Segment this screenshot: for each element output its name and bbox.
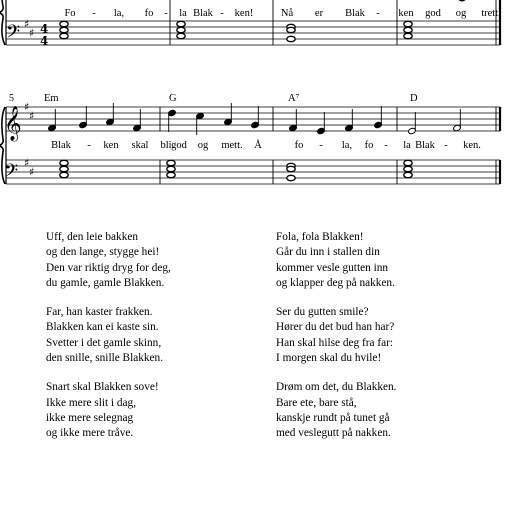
lyric-syllable: ken xyxy=(103,140,119,151)
lyric-syllable: Blak xyxy=(193,8,213,19)
chord-note xyxy=(60,172,68,177)
lyric-syllable: - xyxy=(92,8,96,19)
bass-clef: 𝄢 xyxy=(4,161,19,186)
verse-line: Uff, den leie bakken xyxy=(46,231,139,243)
sharp-sign: ♯ xyxy=(24,17,30,31)
chord-note xyxy=(60,33,68,38)
verses-right-column xyxy=(276,230,396,456)
chord-note xyxy=(177,21,185,26)
sharp-sign: ♯ xyxy=(29,26,35,40)
measure-number: 5 xyxy=(9,93,14,104)
chord-note xyxy=(287,166,295,171)
chord-note xyxy=(177,33,185,38)
lyric-syllable: mett. xyxy=(221,140,243,151)
chord-note xyxy=(404,21,412,26)
chord-note xyxy=(404,166,412,171)
lyric-syllable: ken. xyxy=(463,140,481,151)
sharp-sign: ♯ xyxy=(24,156,30,170)
chord-note xyxy=(404,160,412,165)
verse-line: kanskje rundt på tunet gå xyxy=(276,411,390,424)
verse-line: og ikke mere tråve. xyxy=(46,427,134,440)
sharp-sign: ♯ xyxy=(29,165,35,179)
stanza xyxy=(276,305,396,366)
verse-line: ikke mere selegnag xyxy=(46,411,134,424)
verse-line: Den var riktig dryg for deg, xyxy=(46,261,171,274)
chord-note xyxy=(404,33,412,38)
verse-line: Han skal hilse deg fra far: xyxy=(276,336,394,349)
verse-line: og klapper deg på nakken. xyxy=(276,276,395,289)
chord-note xyxy=(167,166,175,171)
time-signature: 4 xyxy=(40,34,49,48)
verse-line: du gamle, gamle Blakken. xyxy=(46,276,165,289)
verse-line: Bare ete, bare stå, xyxy=(276,396,357,409)
verse-line: Fola, fola Blakken! xyxy=(276,231,364,243)
verse-line: og den lange, stygge hei! xyxy=(46,246,160,259)
lyric-syllable: - xyxy=(319,140,323,151)
verse-line: Drøm om det, du Blakken. xyxy=(276,381,397,394)
lyric-syllable: Å xyxy=(254,140,262,151)
lyric-syllable: god xyxy=(171,140,187,151)
lyric-syllable: la xyxy=(403,140,411,151)
verse-line: Ikke mere slit i dag, xyxy=(46,396,137,409)
lyric-syllable: - xyxy=(384,140,388,151)
chord-note xyxy=(287,36,295,41)
stanza xyxy=(46,380,171,441)
lyric-syllable: bli xyxy=(160,140,172,151)
lyric-syllable: ken xyxy=(398,8,414,19)
verse-line: kommer vesle gutten inn xyxy=(276,261,389,274)
verse-line: den snille, snille Blakken. xyxy=(46,352,164,365)
verses-left-column xyxy=(46,230,171,456)
staff-brace xyxy=(0,0,5,45)
lyric-syllable: ken! xyxy=(234,8,254,19)
stanza xyxy=(276,380,396,441)
chord-note xyxy=(60,21,68,26)
chord-note xyxy=(60,166,68,171)
lyric-syllable: - xyxy=(87,140,91,151)
lyric-syllable: Nå xyxy=(280,8,294,19)
chord-symbol: G xyxy=(169,93,177,104)
chord-symbol: A⁷ xyxy=(288,93,300,104)
lyric-syllable: - xyxy=(444,140,448,151)
chord-symbols xyxy=(44,93,418,104)
chord-note xyxy=(177,27,185,32)
lyric-syllable: god xyxy=(425,8,441,19)
lyrics-line-2 xyxy=(51,139,481,151)
time-signature: 4 xyxy=(40,22,49,36)
lyric-syllable: Fo xyxy=(64,8,76,19)
chord-note xyxy=(287,175,295,180)
lyric-syllable: og xyxy=(197,140,209,151)
verse-line: Svetter i det gamle skinn, xyxy=(46,336,162,349)
verse-line: I morgen skal du hvile! xyxy=(276,352,382,365)
lyric-syllable: - xyxy=(220,8,224,19)
lyric-syllable: fo xyxy=(294,140,304,151)
verse-line: med veslegutt på nakken. xyxy=(276,427,391,440)
note-head xyxy=(458,0,466,1)
lyric-syllable: Blak xyxy=(51,140,71,151)
verse-line: Blakken kan ei kaste sin. xyxy=(46,321,159,334)
treble-clef: 𝄞 xyxy=(4,106,22,141)
verse-line: Går du inn i stallen din xyxy=(276,246,380,259)
verse-line: Far, han kaster frakken. xyxy=(46,306,153,319)
bass-clef: 𝄢 xyxy=(6,22,21,47)
stanza xyxy=(276,230,396,291)
lyric-syllable: fo xyxy=(364,140,374,151)
stanza xyxy=(46,305,171,366)
lyric-syllable: la xyxy=(179,8,187,19)
stanza xyxy=(46,230,171,291)
sharp-sign: ♯ xyxy=(29,109,35,123)
lyrics-line-1 xyxy=(64,8,500,19)
chord-note xyxy=(287,27,295,32)
verse-line: Ser du gutten smile? xyxy=(276,306,369,319)
lyric-syllable: Blak xyxy=(415,140,435,151)
chord-note xyxy=(167,172,175,177)
chord-note xyxy=(404,172,412,177)
lyric-syllable: trett. xyxy=(481,8,501,19)
lyric-syllable: skal xyxy=(131,140,149,151)
lyric-syllable: - xyxy=(376,8,380,19)
chord-note xyxy=(404,27,412,32)
chord-note xyxy=(60,160,68,165)
chord-note xyxy=(167,160,175,165)
lyric-syllable: fo xyxy=(144,8,154,19)
lyric-syllable: og xyxy=(455,8,467,19)
chord-symbol: Em xyxy=(44,93,59,104)
music-score xyxy=(0,0,510,230)
chord-note xyxy=(60,27,68,32)
lyric-syllable: la, xyxy=(341,140,353,151)
lyric-syllable: Blak xyxy=(345,8,365,19)
lyrics-verses xyxy=(0,230,510,440)
lyric-syllable: er xyxy=(314,8,324,19)
verse-line: Hører du det bud han har? xyxy=(276,321,395,334)
chord-symbol: D xyxy=(410,93,418,104)
verse-line: Snart skal Blakken sove! xyxy=(46,381,159,394)
sharp-sign: ♯ xyxy=(24,100,30,114)
lyric-syllable: la, xyxy=(113,8,125,19)
lyric-syllable: - xyxy=(164,8,168,19)
